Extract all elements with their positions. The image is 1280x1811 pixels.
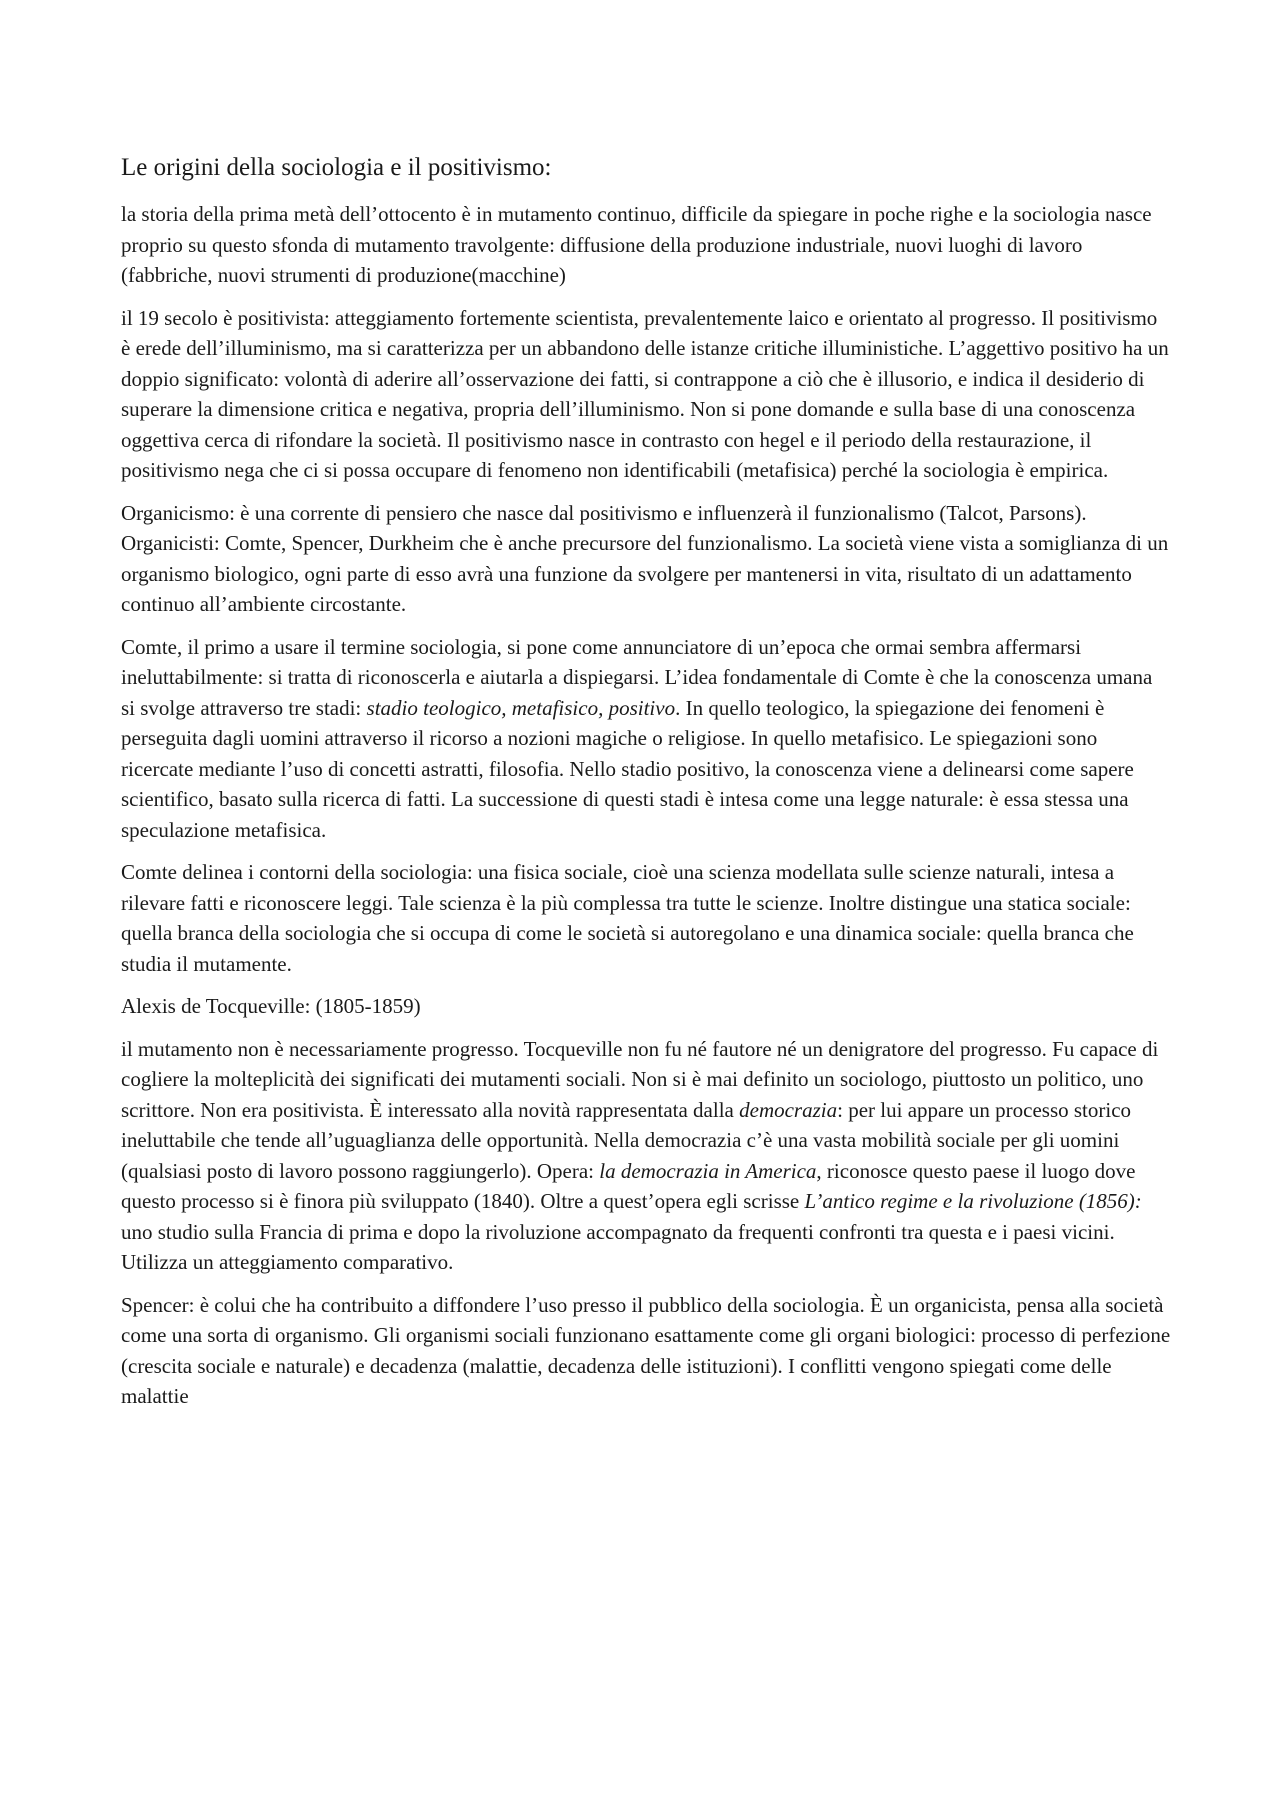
paragraph-comte-stadi xyxy=(121,632,1171,846)
paragraph-tocqueville-heading: Alexis de Tocqueville: (1805-1859) xyxy=(121,994,421,1018)
paragraph-comte-sociologia: Comte delinea i contorni della sociologia: una fisica sociale, cioè una scienza modellata sulle scienze naturali, intesa a rilevare fatti e riconoscere leggi. Tale scienza è la più complessa tra tutte le scienze. Inoltre distingue una statica sociale: quella branca della sociologia che si occupa di come le società si autoregolano e una dinamica sociale: quella branca che studia il mutamente. xyxy=(121,860,1134,976)
paragraph-ottocento: la storia della prima metà dell’ottocento è in mutamento continuo, difficile da spiegare in poche righe e la sociologia nasce proprio su questo sfonda di mutamento travolgente: diffusione della produzione industriale, nuovi luoghi di lavoro (fabbriche, nuovi strumenti di produzione(macchine) xyxy=(121,202,1152,287)
paragraph-spencer: Spencer: è colui che ha contribuito a diffondere l’uso presso il pubblico della sociologia. È un organicista, pensa alla società come una sorta di organismo. Gli organismi sociali funzionano esattamente come gli organi biologici: processo di perfezione (crescita sociale e naturale) e decadenza (malattie, decadenza delle istituzioni). I conflitti vengono spiegati come delle malattie xyxy=(121,1292,1171,1408)
text-span: il mutamento non è necessariamente progresso. Tocqueville non fu né fautore né un denigratore del progresso. Fu capace di cogliere la molteplicità dei significati dei mutamenti sociali. Non si è mai definito un sociologo, piuttosto un politico, uno scrittore. Non era positivista. È interessato alla novità rappresentata dalla xyxy=(121,1036,1159,1122)
italic-span: democrazia xyxy=(739,1097,838,1122)
paragraph-positivismo: il 19 secolo è positivista: atteggiamento fortemente scientista, prevalentemente laico e orientato al progresso. Il positivismo è erede dell’illuminismo, ma si caratterizza per un abbandono delle istanze critiche illuministiche. L’aggettivo positivo ha un doppio significato: volontà di aderire all’osservazione dei fatti, si contrappone a ciò che è illusorio, e indica il desiderio di superare la dimensione critica e negativa, propria dell’illuminismo. Non si pone domande e sulla base di una conoscenza oggettiva cerca di rifondare la società. Il positivismo nasce in contrasto con hegel e il periodo della restaurazione, il positivismo nega che ci si possa occupare di fenomeno non identificabili (metafisica) perché la sociologia è empirica. xyxy=(121,305,1169,482)
page-title: Le origini della sociologia e il positivismo: xyxy=(121,154,552,181)
text-span: Comte, il primo a usare il termine sociologia, si pone come annunciatore di un’epoca che ormai sembra affermarsi ineluttabilmente: si tratta di riconoscerla e aiutarla a dispiegarsi. L’idea fondamentale di Comte è che la conoscenza umana si svolge attraverso tre stadi: xyxy=(121,634,1153,720)
document-page xyxy=(121,151,1171,1424)
text-span: uno studio sulla Francia di prima e dopo la rivoluzione accompagnato da frequenti confronti tra questa e i paesi vicini. Utilizza un atteggiamento comparativo. xyxy=(121,1219,1115,1274)
text-span: : per lui appare un processo storico ineluttabile che tende all’uguaglianza delle opportunità. Nella democrazia c’è una vasta mobilità sociale per gli uomini (qualsiasi posto di lavoro possono raggiungerlo). Opera: xyxy=(121,1097,1132,1183)
italic-span: L’antico regime e la rivoluzione (1856): xyxy=(804,1189,1142,1213)
paragraph-organicismo: Organicismo: è una corrente di pensiero che nasce dal positivismo e influenzerà il funzionalismo (Talcot, Parsons). Organicisti: Comte, Spencer, Durkheim che è anche precursore del funzionalismo. La società viene vista a somiglianza di un organismo biologico, ogni parte di esso avrà una funzione da svolgere per mantenersi in vita, risultato di un adattamento continuo all’ambiente circostante. xyxy=(121,500,1169,616)
paragraph-tocqueville xyxy=(121,1034,1171,1278)
italic-span: stadio teologico, metafisico, positivo xyxy=(366,695,676,720)
text-span: , riconosce questo paese il luogo dove questo processo si è finora più sviluppato (1840). Oltre a quest’opera egli scrisse xyxy=(121,1158,1136,1213)
text-span: . In quello teologico, la spiegazione dei fenomeni è perseguita dagli uomini attraverso il ricorso a nozioni magiche o religiose. In quello metafisico. Le spiegazioni sono ricercate mediante l’uso di concetti astratti, filosofia. Nello stadio positivo, la conoscenza viene a delinearsi come sapere scientifico, basato sulla ricerca di fatti. La successione di questi stadi è intesa come una legge naturale: è essa stessa una speculazione metafisica. xyxy=(121,695,1134,842)
italic-span: la democrazia in America xyxy=(599,1158,817,1183)
